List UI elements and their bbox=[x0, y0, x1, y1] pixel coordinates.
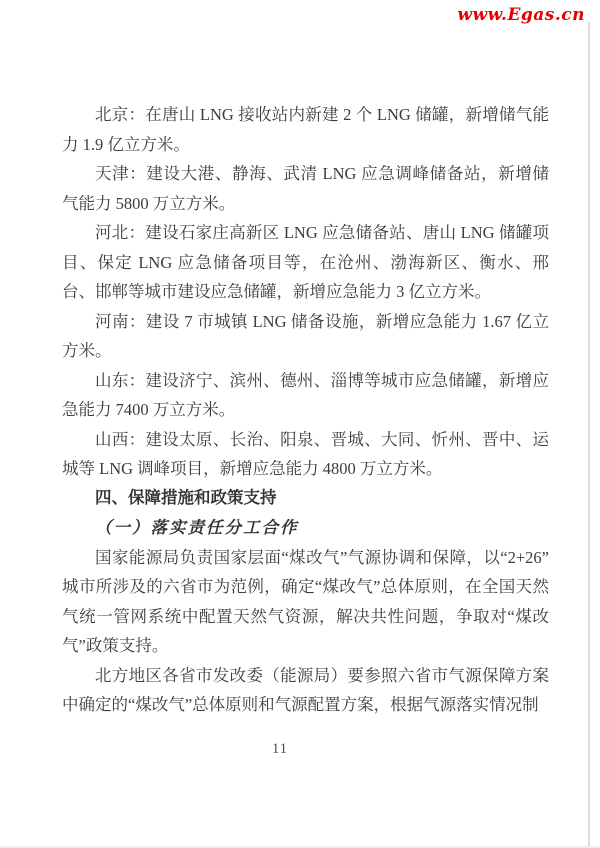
heading2: （一）落实责任分工合作 bbox=[95, 518, 299, 537]
paragraph: 河南：建设 7 市城镇 LNG 储备设施，新增应急能力 1.67 亿立方米。 bbox=[62, 311, 549, 360]
document-body bbox=[62, 100, 549, 720]
heading1: 四、保障措施和政策支持 bbox=[95, 488, 277, 507]
paragraph: 天津：建设大港、静海、武清 LNG 应急调峰储备站，新增储气能力 5800 万立方米。 bbox=[62, 164, 549, 213]
paragraph: 北方地区各省市发改委（能源局）要参照六省市气源保障方案中确定的“煤改气”总体原则和气源配置方案，根据气源落实情况制 bbox=[62, 665, 549, 714]
scan-edge-line bbox=[588, 22, 590, 848]
paragraph: 山东：建设济宁、滨州、德州、淄博等城市应急储罐，新增应急能力 7400 万立方米。 bbox=[62, 370, 549, 419]
paragraph: 河北：建设石家庄高新区 LNG 应急储备站、唐山 LNG 储罐项目、保定 LNG 应急储备项目等，在沧州、渤海新区、衡水、邢台、邯郸等城市建设应急储罐，新增应急能力 3 亿立方米。 bbox=[62, 223, 549, 301]
paragraph: 山西：建设太原、长治、阳泉、晋城、大同、忻州、晋中、运城等 LNG 调峰项目，新增应急能力 4800 万立方米。 bbox=[62, 429, 549, 478]
paragraph: 北京：在唐山 LNG 接收站内新建 2 个 LNG 储罐，新增储气能力 1.9 亿立方米。 bbox=[62, 105, 549, 154]
page-number: 11 bbox=[272, 741, 288, 757]
paragraph: 国家能源局负责国家层面“煤改气”气源协调和保障，以“2+26”城市所涉及的六省市为范例，确定“煤改气”总体原则，在全国天然气统一管网系统中配置天然气资源，解决共性问题，争取对“煤改气”政策支持。 bbox=[62, 547, 549, 655]
site-watermark: www.Egas.cn bbox=[457, 5, 585, 25]
